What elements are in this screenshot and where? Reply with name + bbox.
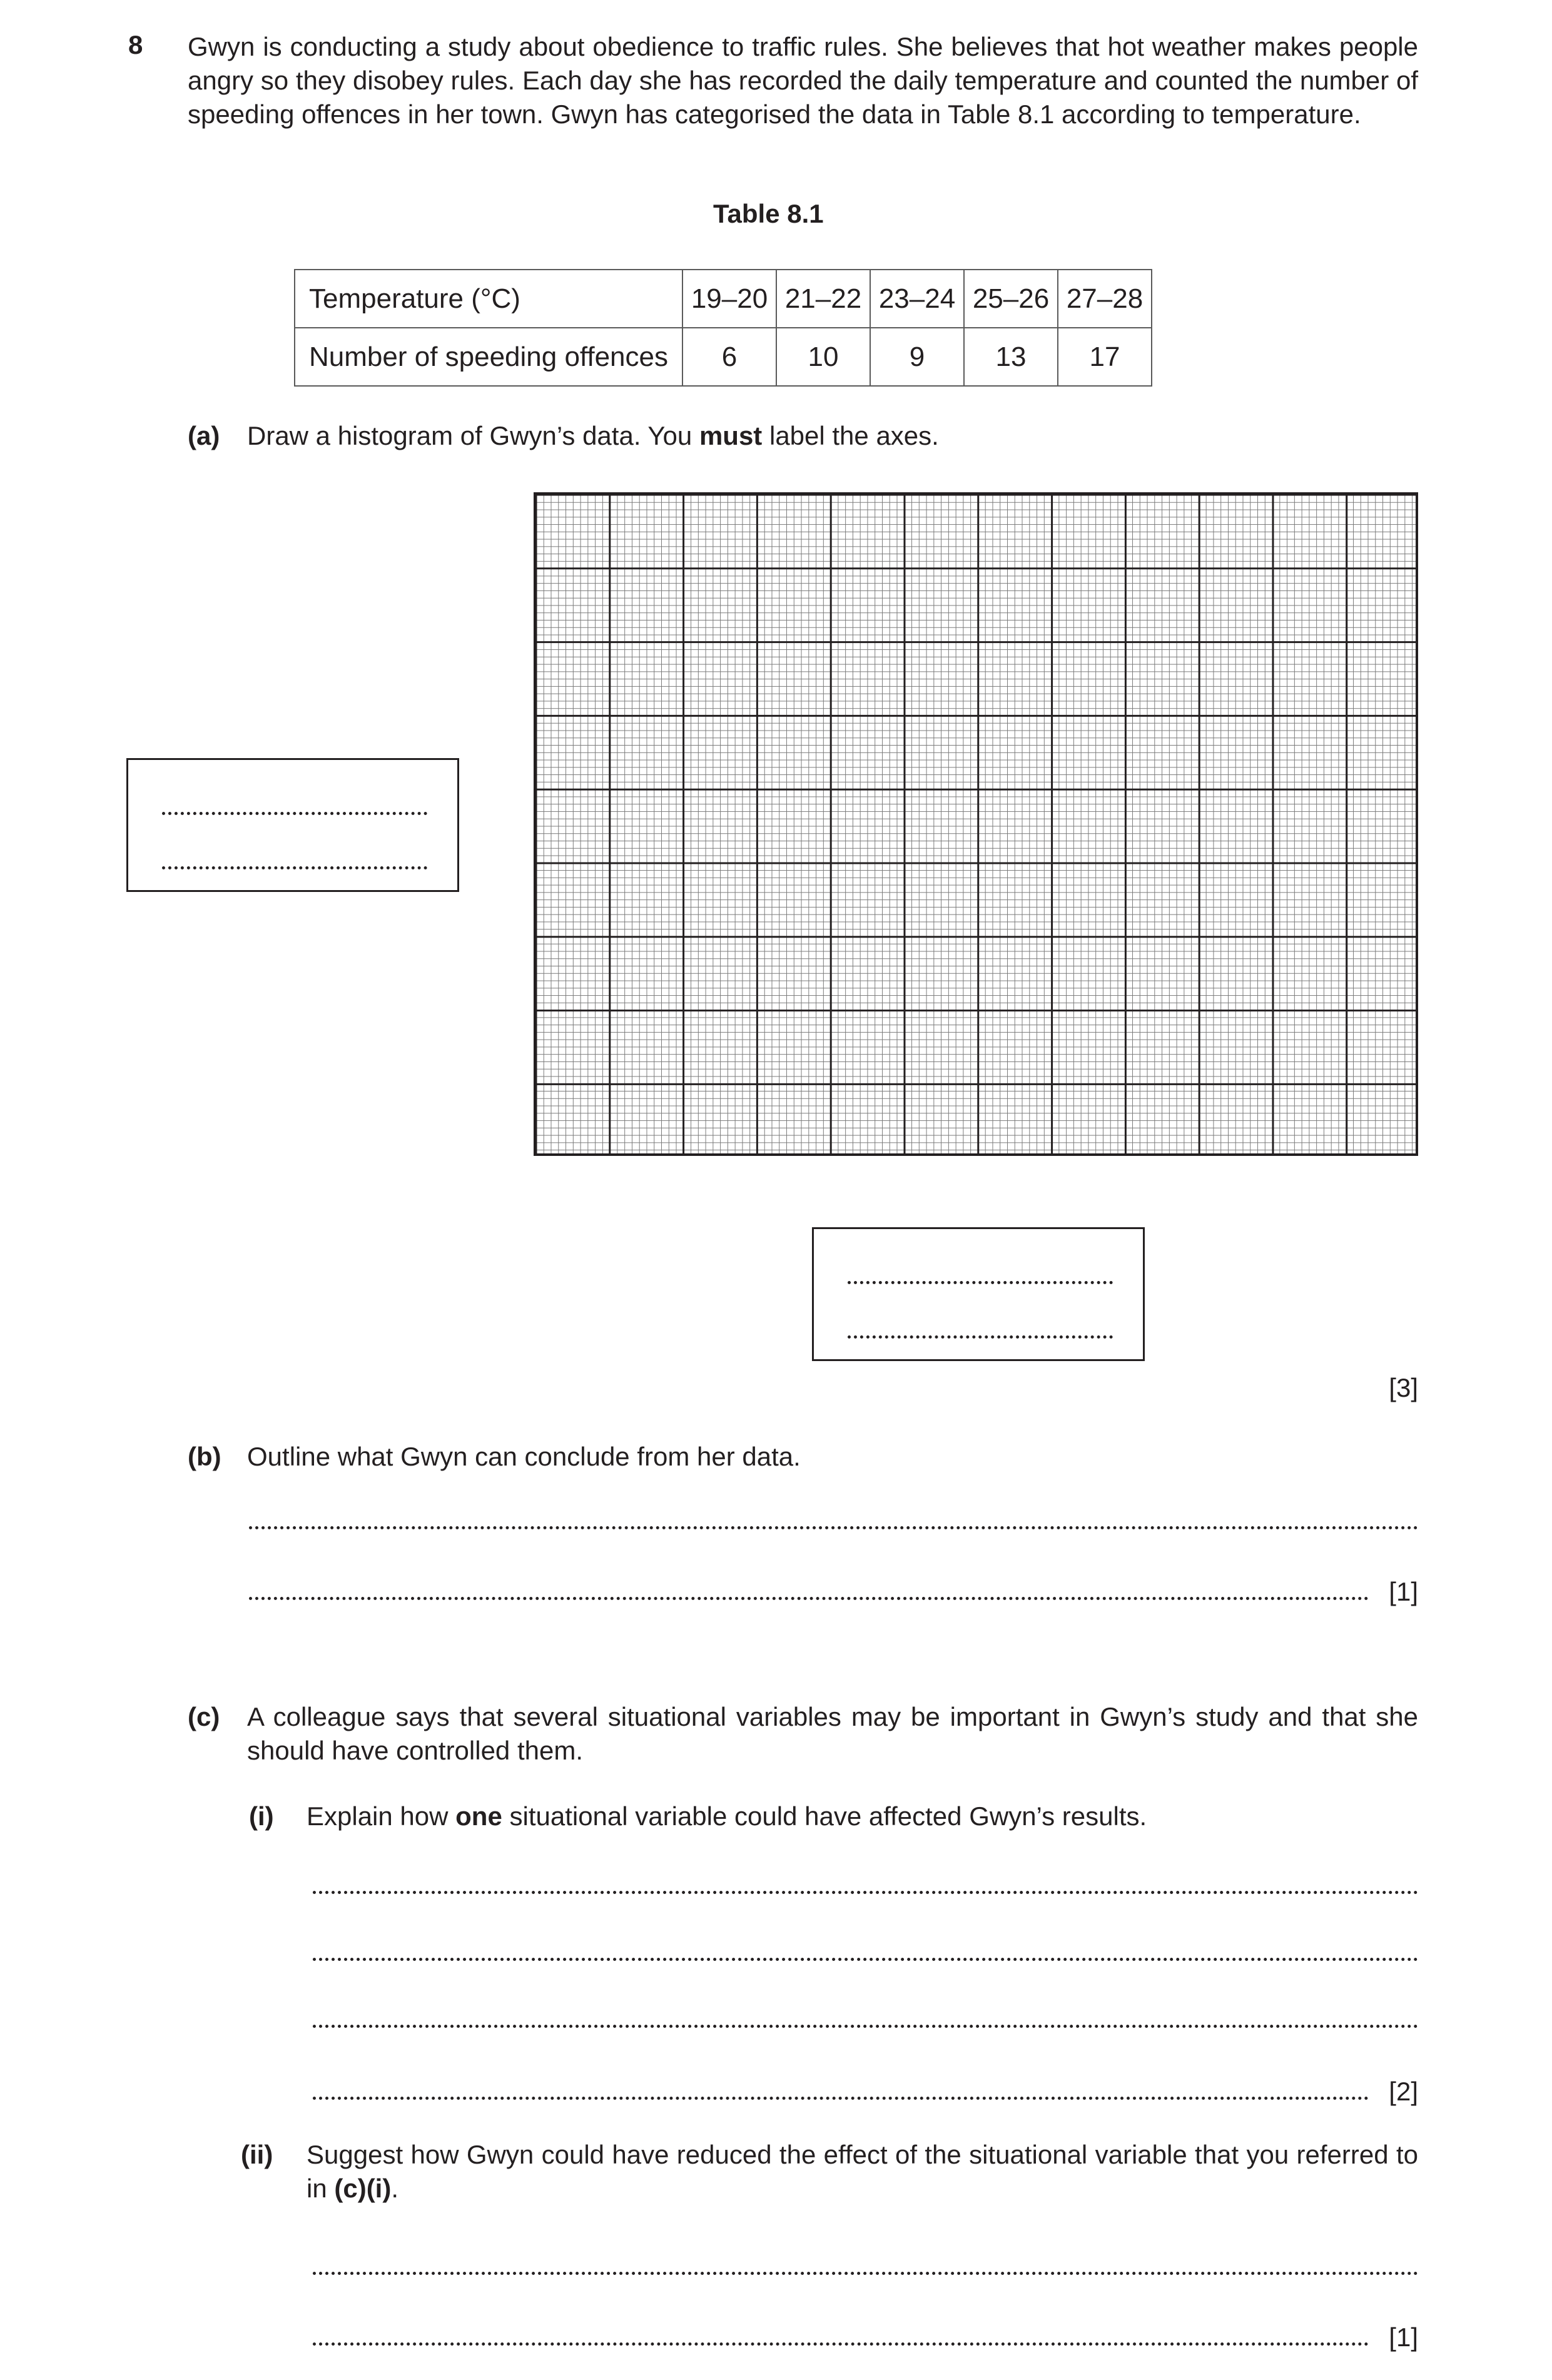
part-c-ii-text-bold: (c)(i) — [334, 2174, 392, 2203]
part-c-ii-text-before: Suggest how Gwyn could have reduced the effect of the situational variable that you referred to in — [307, 2140, 1418, 2203]
part-c-ii-answer-line-1[interactable] — [313, 2272, 1418, 2275]
part-a-marks: [3] — [1389, 1373, 1418, 1402]
part-a-text — [247, 419, 939, 453]
data-table — [294, 269, 1152, 387]
part-b-label: (b) — [188, 1442, 221, 1471]
y-axis-label-line-2[interactable] — [162, 866, 427, 869]
part-c-i-text-before: Explain how — [307, 1801, 456, 1831]
question-number: 8 — [128, 30, 143, 59]
x-axis-label-line-2[interactable] — [848, 1335, 1113, 1339]
offences-header: Number of speeding offences — [295, 328, 682, 386]
table-cell: 25–26 — [964, 270, 1058, 328]
part-b-answer-line-2[interactable] — [249, 1597, 1369, 1600]
table-cell: 27–28 — [1058, 270, 1152, 328]
part-c-ii-text-after: . — [391, 2174, 399, 2203]
table-cell: 6 — [682, 328, 776, 386]
part-c-i-text-bold: one — [455, 1801, 502, 1831]
table-cell: 23–24 — [870, 270, 964, 328]
part-a-text-bold: must — [699, 421, 763, 450]
part-a-text-after: label the axes. — [762, 421, 939, 450]
part-c-ii-label: (ii) — [241, 2140, 273, 2169]
table-row — [295, 328, 1152, 386]
part-a-text-before: Draw a histogram of Gwyn’s data. You — [247, 421, 699, 450]
table-cell: 10 — [776, 328, 870, 386]
part-c-label: (c) — [188, 1702, 220, 1731]
x-axis-label-line-1[interactable] — [848, 1281, 1113, 1284]
y-axis-label-box[interactable] — [126, 758, 459, 892]
part-c-i-text-after: situational variable could have affected Gwyn’s results. — [502, 1801, 1147, 1831]
temperature-header: Temperature (°C) — [295, 270, 682, 328]
part-a-label: (a) — [188, 421, 220, 450]
y-axis-label-line-1[interactable] — [162, 812, 427, 815]
part-c-i-label: (i) — [249, 1801, 274, 1831]
table-cell: 21–22 — [776, 270, 870, 328]
part-c-i-answer-line-1[interactable] — [313, 1891, 1418, 1894]
table-cell: 17 — [1058, 328, 1152, 386]
part-c-ii-text — [307, 2138, 1418, 2205]
part-c-i-marks: [2] — [1389, 2077, 1418, 2106]
x-axis-label-box[interactable] — [812, 1227, 1145, 1361]
table-caption: Table 8.1 — [713, 199, 824, 228]
table-row — [295, 270, 1152, 328]
part-c-ii-marks: [1] — [1389, 2322, 1418, 2352]
part-c-i-text — [307, 1800, 1147, 1833]
question-intro: Gwyn is conducting a study about obedience to traffic rules. She believes that hot weather makes people angry so they disobey rules. Each day she has recorded the daily temperature and counted the number of speeding offences in her town. Gwyn has categorised the data in Table 8.1 according to temperature. — [188, 32, 1418, 129]
table-cell: 9 — [870, 328, 964, 386]
table-cell: 13 — [964, 328, 1058, 386]
part-c-ii-answer-line-2[interactable] — [313, 2342, 1369, 2346]
part-b-text: Outline what Gwyn can conclude from her data. — [247, 1442, 801, 1471]
histogram-graph-grid[interactable] — [534, 492, 1418, 1156]
table-cell: 19–20 — [682, 270, 776, 328]
part-c-text: A colleague says that several situational variables may be important in Gwyn’s study and that she should have controlled them. — [247, 1702, 1418, 1765]
part-b-marks: [1] — [1389, 1577, 1418, 1606]
part-c-i-answer-line-4[interactable] — [313, 2097, 1369, 2100]
part-b-answer-line-1[interactable] — [249, 1526, 1418, 1529]
part-c-i-answer-line-2[interactable] — [313, 1958, 1418, 1961]
part-c-i-answer-line-3[interactable] — [313, 2025, 1418, 2028]
